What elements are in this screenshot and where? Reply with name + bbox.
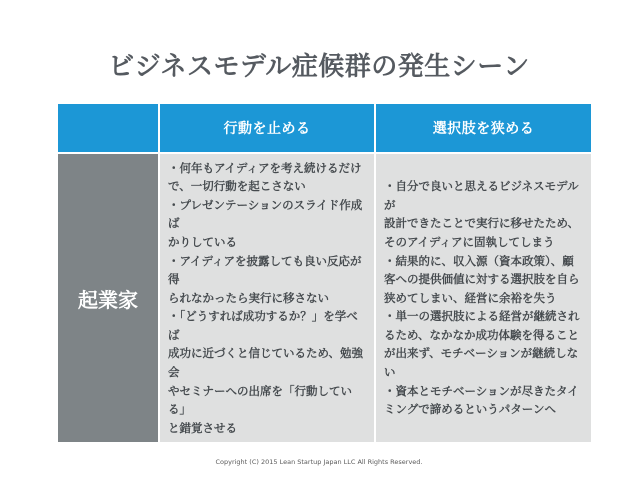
page-title: ビジネスモデル症候群の発生シーン	[108, 52, 530, 82]
column-header-stop-action: 行動を止める	[160, 104, 374, 152]
table-corner-cell	[58, 104, 158, 152]
copyright-footer: Copyright (C) 2015 Lean Startup Japan LLC All Rights Reserved.	[215, 458, 423, 466]
column-header-narrow-options: 選択肢を狭める	[376, 104, 591, 152]
row-label-entrepreneur: 起業家	[58, 154, 158, 442]
cell-text-narrow-options: ・自分で良いと思えるビジネスモデルが 設計できたことで実行に移せたため、 そのアイディアに固執してしまう ・結果的に、収入源（資本政策）、顧 客への提供価値に対する選択肢を自ら 狭めてしまい、経営に余裕を失う ・単一の選択肢による経営が継続され るため、なかなか成功体験を得ること が出来ず、モチベーションが継続しない ・資本とモチベーションが尽きたタイ ミングで諦めるというパターンへ	[384, 179, 580, 417]
cell-text-stop-action: ・何年もアイディアを考え続けるだけ で、一切行動を起こさない ・プレゼンテーションのスライド作成ば かりしている ・アイディアを披露しても良い反応が得 られなかったら実行に移さない ・「どうすれば成功するか？」を学べば 成功に近づくと信じているため、勉強会 やセミナーへの出席を「行動している」 と錯覚させる	[168, 160, 364, 435]
comparison-table	[58, 104, 591, 442]
table-cell-narrow-options	[376, 154, 591, 442]
table-cell-stop-action	[160, 154, 374, 442]
